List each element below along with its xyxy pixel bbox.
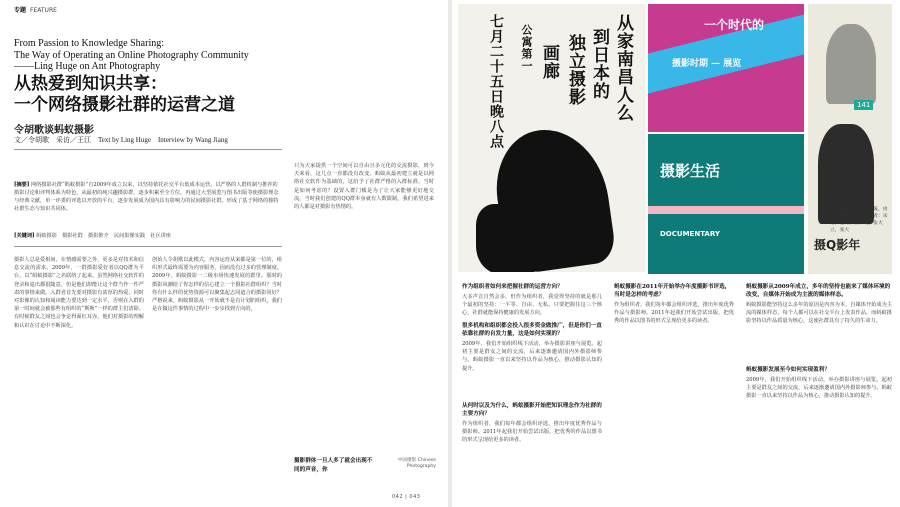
body-column-2: 创始人令胡歌以此模式，内容运营从来都是第一位的，组织形式最终需要为内容服务，因而没有过多的管理制度。2009年，蚂蚁摄影一二级市场快速发展的群里。那时的摄影风潮给了你怎样的信心建立一个摄影社群组织？当时你有什么样的优势资源可以聚集起志同道合的摄影同好？严格说来，蚂蚁摄影从一开始就不是有计划的组织，我们是在做这件事情的过程中一步步找到方向的。 bbox=[152, 257, 282, 313]
body-text: 2009年，我们开始组织线下活动，举办摄影讲座与展览。起初主要是群友之间的交流，后来逐渐邀请国内外摄影师参与。蚂蚁摄影一直以来坚持以作品为核心，推动摄影认知的提升。 bbox=[462, 341, 602, 372]
question-heading: 蚂蚁摄影发展至今如何实现盈利？ bbox=[746, 367, 830, 373]
byline: 文／令胡歌 采访／王江 Text by Ling Huge Interview by Wang Jiang bbox=[14, 136, 228, 144]
abstract bbox=[14, 181, 282, 213]
poster-text: 到日本的 bbox=[589, 28, 609, 100]
poster-text: DOCUMENTARY bbox=[660, 230, 720, 238]
section-name: 专题 bbox=[14, 7, 27, 14]
poster-text: 摄Q影年 bbox=[814, 238, 861, 252]
poster-text: 从家南昌人么 bbox=[613, 14, 633, 122]
magazine-logo: 中国摄影 Chinese Photography bbox=[397, 458, 436, 469]
title-divider bbox=[14, 149, 282, 150]
body-column-3: 只为大家提供一个空间可以自由且多元化的交流摄影，到今天来看，这几点一直都没有改变。蚂蚁从最初建立就是以网络社交软件为基础的，这给予了社群严格的入群标准。当时是如何考虑的？设置入群门槛是为了让大家能够更好地交流。当时我们创建的QQ群本身就有人数限制，我们希望进来的人都是对摄影有热情的。 bbox=[294, 163, 434, 210]
body-text: 作为组织者，我们每年都会组织评选，推出年度优秀作品与摄影师。2011年起我们开始尝试出版，把优秀的作品以图书的形式呈现给更多的读者。 bbox=[614, 302, 734, 325]
poster-text: 画廊 bbox=[539, 44, 559, 80]
poster-text: 独立摄影 bbox=[565, 34, 585, 106]
abstract-tag: [摘要] bbox=[14, 182, 30, 188]
poster-photo-1 bbox=[458, 4, 646, 272]
chinese-title bbox=[14, 74, 314, 116]
section-header bbox=[14, 5, 57, 14]
pull-quote: 摄影群体一旦人多了就会出现不同的声音，你 bbox=[294, 458, 373, 473]
poster-photo-2 bbox=[648, 4, 804, 132]
abstract-divider bbox=[14, 246, 282, 247]
right-page bbox=[452, 0, 900, 507]
poster-text: 摄影生活 bbox=[660, 162, 721, 180]
poster-text: 公寓第一 bbox=[520, 24, 533, 72]
body-text: 蚂蚁摄影能坚持这么多年的原因是内容为本。自媒体开始成为主流的媒体样态，每个人都可以在社交平台上发表作品，而蚂蚁摄影坚持以作品质量为核心，这使社群具有了持久的生命力。 bbox=[746, 302, 892, 325]
english-title-line: From Passion to Knowledge Sharing: bbox=[14, 38, 164, 49]
question-heading: 蚂蚁摄影从2009年成立，多年的坚持也能来了媒体环境的改变，自媒体开始成为主流的媒体样态。 bbox=[746, 284, 891, 299]
poster-text: 摄影时期 — 展览 bbox=[672, 59, 742, 69]
question-heading: 作为组织者如何来把握社群的运营方向？ bbox=[462, 284, 563, 290]
body-text: 大多声音自然会多。但作为组织者，我觉得坚持的就是那几个最初的坚持：一平等、自由、无私。只要把握住这三个核心，社群就能保持健康的发展方向。 bbox=[462, 294, 602, 317]
english-title bbox=[14, 38, 314, 73]
page-numbers: 042 | 043 bbox=[392, 494, 421, 500]
poster-number: 141 bbox=[854, 100, 873, 110]
question-heading: 蚂蚁摄影在2011年开始举办年度摄影书评选，当时是怎样的考虑？ bbox=[614, 284, 731, 299]
poster-text: 七月二十五日晚八点 bbox=[488, 14, 504, 149]
chinese-title-line: 一个网络摄影社群的运营之道 bbox=[14, 95, 235, 115]
portrait-shape bbox=[826, 24, 876, 104]
left-page bbox=[0, 0, 448, 507]
english-title-line: The Way of Operating an Online Photography Community bbox=[14, 49, 249, 61]
keywords-tag: [关键词] bbox=[14, 233, 35, 239]
abstract-text: 网络摄影社群“蚂蚁摄影”自2009年成立以来，以坚持依托社交平台低成本运营，以严格的人群机制与推荐的摄影讨论和评判体系为特色，从最初的纯兴趣摄影群，逐步积累至全方位，再通过大型展览与图书出版等使摄影理念与经典文献，单一评委的评选以开放的平台，逐步发展成为国内具有影响力的民间摄影社群。形成了基于网络的独特社群生态与知识共同体。 bbox=[14, 182, 279, 212]
poster-stripe bbox=[648, 206, 804, 214]
poster-text: 一个时代的 bbox=[704, 18, 765, 32]
question-heading: 很多机构和组织都会投入很多资金做推广，但是你们一直依靠社群的自发力量，这是如何实现的？ bbox=[462, 323, 602, 338]
section-label: FEATURE bbox=[30, 7, 57, 14]
body-text: 作为组织者，我们每年都会组织评选，推出年度优秀作品与摄影师。2011年起我们开始尝试出版，把优秀的作品以图书的形式呈现给更多的读者。 bbox=[462, 421, 602, 444]
poster-photo-3 bbox=[648, 134, 804, 274]
body-text: 2009年，我们开始组织线下活动，举办摄影讲座与展览。起初主要是群友之间的交流，后来逐渐邀请国内外摄影师参与。蚂蚁摄影一直以来坚持以作品为核心，推动摄影认知的提升。 bbox=[746, 377, 892, 400]
keywords-text: 蚂蚁摄影 摄影社群 摄影推介 民间影像实践 社区讲座 bbox=[36, 233, 172, 239]
photo-caption: 蚂蚁摄影主分享会海报，由蚂蚁摄影设计，设计者：宋方，金可，立体设，张大立，张大 bbox=[830, 207, 888, 233]
body-column-1: 摄影人总是爱相间，在情感需要之外，更多是对技术和信息交流的需求。2009年，一群摄影爱好者以QQ群为平台，以“蚂蚁摄影”之名联络了起来。虽然网络社交软件的登录和退出都很随意，但是他们却能让这个群当作一件严肃的事情来做。入群者首先要对摄影有浓厚的热爱，同时对影像的认知和阅读能力要达到一定水平，否则在入群的第一时间就会被那些有组织的“斯斯”一样的群主们清除。有时候群友之间也会争论得面红耳赤，他们对摄影的理解和认识在讨论中不断深化。 bbox=[14, 257, 144, 329]
question-heading: 从何时以及为什么，蚂蚁摄影开始把知识理念作为社群的主要方向？ bbox=[462, 403, 602, 418]
chinese-title-line: 从热爱到知识共享： bbox=[14, 74, 167, 94]
english-title-line: ——Ling Huge on Ant Photography bbox=[14, 61, 161, 72]
keywords bbox=[14, 232, 282, 239]
subtitle: 令胡歌谈蚂蚁摄影 bbox=[14, 125, 94, 136]
